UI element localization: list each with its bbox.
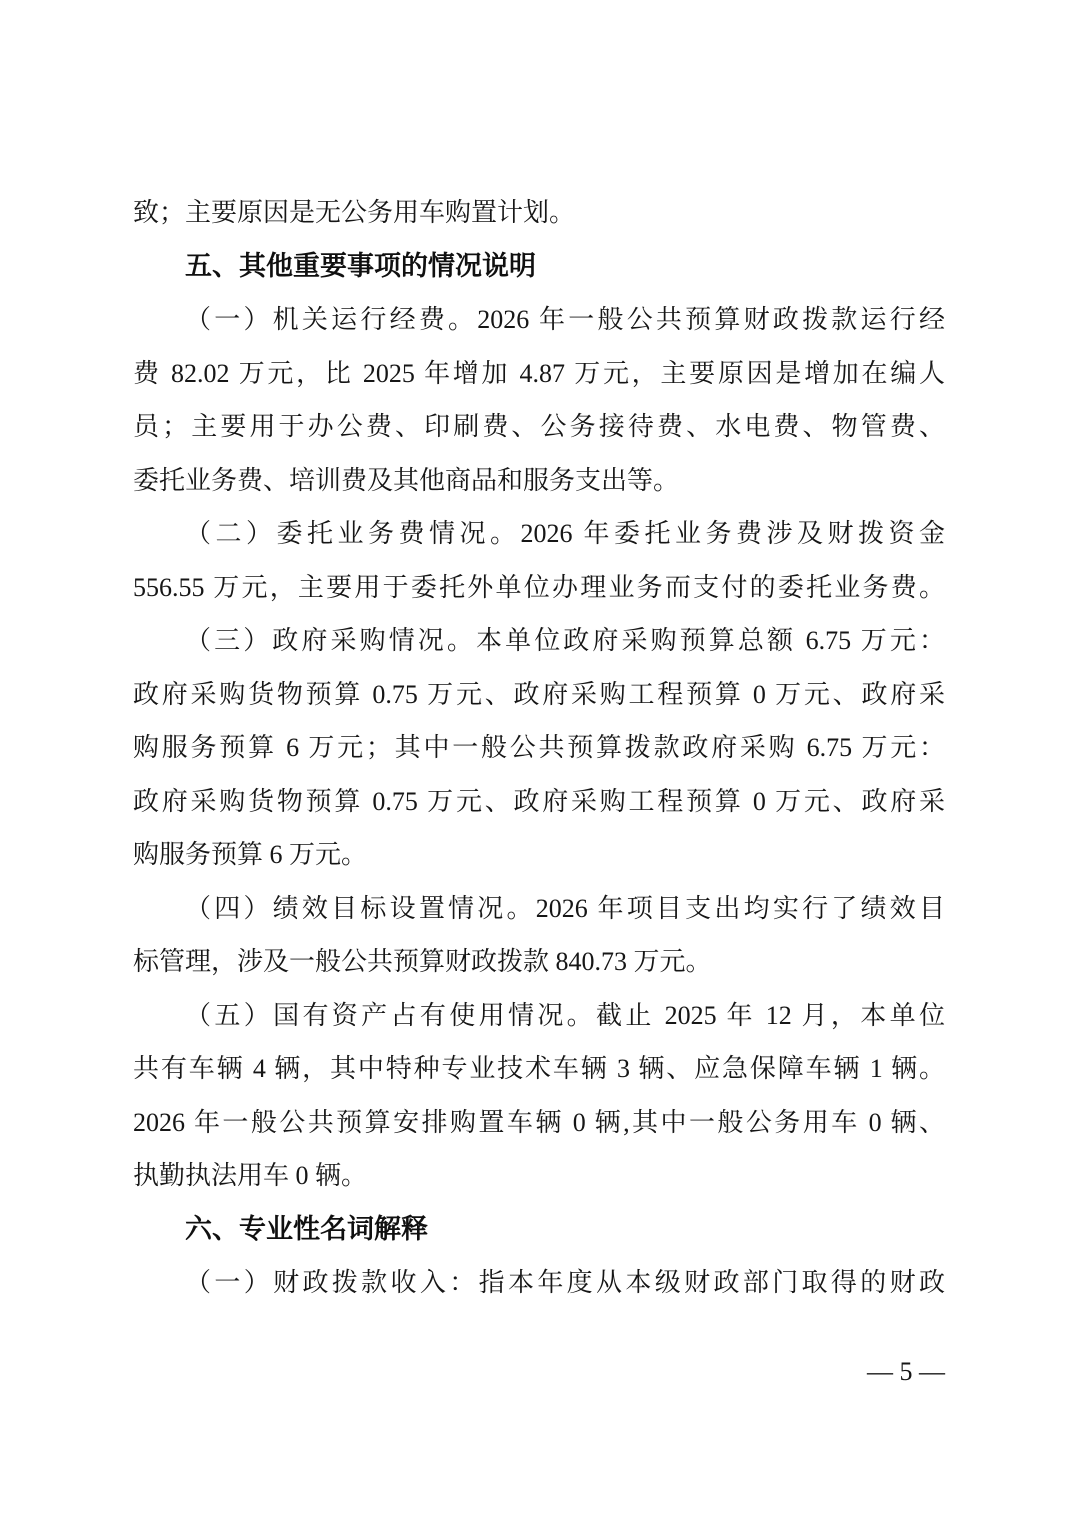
section-heading-5: 五、其他重要事项的情况说明 [185,250,536,281]
paragraph-line: （一）财政拨款收入：指本年度从本级财政部门取得的财政 [185,1268,945,1297]
text-line: 致；主要原因是无公务用车购置计划。 [133,198,576,227]
paragraph-line: 执勤执法用车 0 辆。 [133,1161,368,1190]
paragraph-line: 委托业务费、培训费及其他商品和服务支出等。 [133,465,680,495]
paragraph-line: 购服务预算 6 万元。 [133,840,368,869]
paragraph-line: 政府采购货物预算 0.75 万元、政府采购工程预算 0 万元、政府采 [133,679,945,709]
paragraph-line: 购服务预算 6 万元；其中一般公共预算拨款政府采购 6.75 万元： [133,733,945,762]
paragraph-line: （二）委托业务费情况。2026 年委托业务费涉及财拨资金 [185,519,945,548]
paragraph-line: 员；主要用于办公费、印刷费、公务接待费、水电费、物管费、 [133,412,945,441]
paragraph-line: 2026 年一般公共预算安排购置车辆 0 辆,其中一般公务用车 0 辆、 [133,1107,945,1137]
document-body [133,186,945,1310]
section-heading-6: 六、专业性名词解释 [185,1213,428,1244]
paragraph-line: （五）国有资产占有使用情况。截止 2025 年 12 月，本单位 [185,1000,945,1030]
page-number: — 5 — [867,1357,945,1386]
paragraph-line: （四）绩效目标设置情况。2026 年项目支出均实行了绩效目 [185,893,945,923]
paragraph-line: 共有车辆 4 辆，其中特种专业技术车辆 3 辆、应急保障车辆 1 辆。 [133,1054,945,1083]
paragraph-line: 标管理，涉及一般公共预算财政拨款 840.73 万元。 [133,947,712,976]
paragraph-line: （三）政府采购情况。本单位政府采购预算总额 6.75 万元： [185,626,945,655]
paragraph-line: 费 82.02 万元，比 2025 年增加 4.87 万元，主要原因是增加在编人 [133,358,945,388]
paragraph-line: 556.55 万元，主要用于委托外单位办理业务而支付的委托业务费。 [133,572,945,602]
paragraph-line: （一）机关运行经费。2026 年一般公共预算财政拨款运行经 [185,305,945,334]
paragraph-line: 政府采购货物预算 0.75 万元、政府采购工程预算 0 万元、政府采 [133,786,945,816]
